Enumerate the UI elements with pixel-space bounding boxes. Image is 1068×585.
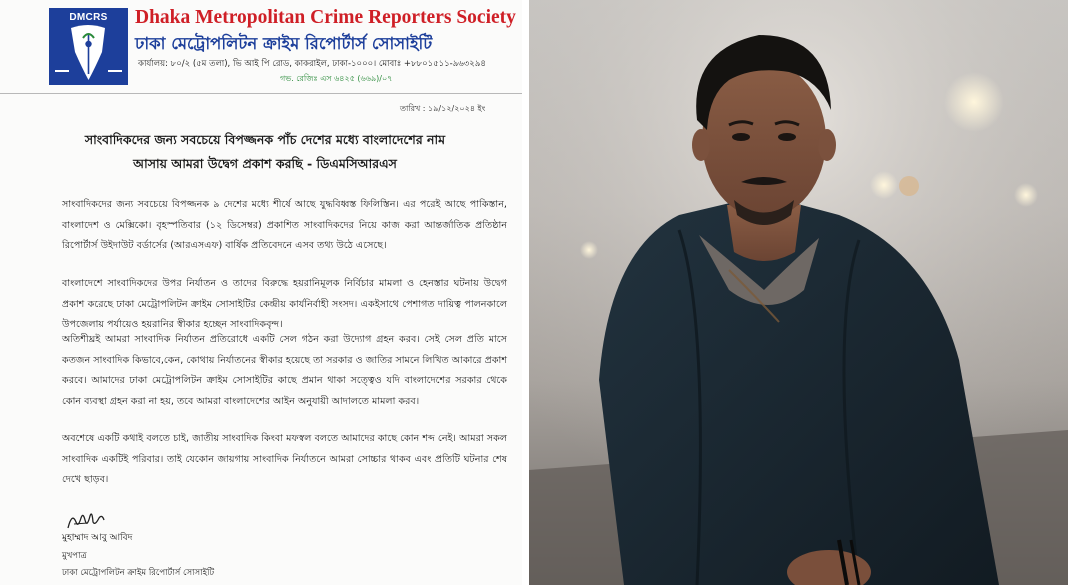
document-date: তারিখ : ১৯/১২/২০২৪ ইং bbox=[400, 104, 486, 113]
press-release-document bbox=[0, 0, 522, 585]
signatory-name: মুহাম্মাদ আবু আবিদ bbox=[62, 533, 133, 543]
body-paragraph-4: অবশেষে একটি কথাই বলতে চাই, জাতীয় সাংবাদিক কিংবা মফস্বল বলতে আমাদের কাছে কোন শব্দ নেই। আমরা সকল সাংবাদিক একটিই পরিবার। তাই যেকোন জায়গায় সাংবাদিক নির্যাতনে আমরা সোচ্চার থাকব এবং প্রতিটি ঘটনার শেষ দেখে ছাড়ব। bbox=[62, 433, 507, 485]
body-paragraph-3: অতিশীঘ্রই আমরা সাংবাদিক নির্যাতন প্রতিরোধে একটি সেল গঠন করা উদ্যোগ গ্রহন করব। সেই সেল প্রতি মাসে কতজন সাংবাদিক কিভাবে,কেন, কোথায় নির্যাতনের স্বীকার হয়েছে তা সরকার ও জাতির সামনে লিখিত আকারে প্রকাশ করবে। আমাদের ঢাকা মেট্রোপলিটন ক্রাইম সোসাইটির কাছে প্রমান থাকা সত্ত্বেও যদি বাংলাদেশের সরকার থেকে কোন ব্যবস্থা গ্রহন করা না হয়, তবে আমরা বাংলাদেশের আইন অনুযায়ী আদালতে মামলা করব। bbox=[62, 334, 507, 407]
signatory-title: মুখপাত্র bbox=[62, 551, 87, 561]
office-address: কার্যালয়: ৮০/২ (৫ম তলা), ভি আই পি রোড, কাকরাইল, ঢাকা-১০০০। মোবাঃ +৮৮০১৫১১-৯৬৩২৯৪ bbox=[138, 59, 486, 69]
heading-line-1: সাংবাদিকদের জন্য সবচেয়ে বিপজ্জনক পাঁচ দেশের মধ্যে বাংলাদেশের নাম bbox=[84, 132, 446, 147]
organization-name-english: Dhaka Metropolitan Crime Reporters Society bbox=[135, 7, 516, 28]
logo-text: DMCRS bbox=[69, 12, 108, 23]
press-release-heading bbox=[40, 128, 490, 176]
signatory-organization: ঢাকা মেট্রোপলিটন ক্রাইম রিপোর্টার্স সোসাইটি bbox=[62, 568, 215, 578]
pen-nib-icon bbox=[49, 8, 128, 85]
dmcrs-logo bbox=[49, 8, 128, 85]
portrait-photo bbox=[529, 0, 1068, 585]
organization-name-bangla: ঢাকা মেট্রোপলিটন ক্রাইম রিপোর্টার্স সোসাইটি bbox=[135, 34, 433, 53]
body-paragraph-1: সাংবাদিকদের জন্য সবচেয়ে বিপজ্জনক ৯ দেশের মধ্যে শীর্ষে আছে যুদ্ধবিধ্বস্ত ফিলিস্তিন। এর পরেই আছে পাকিস্তান, বাংলাদেশ ও মেক্সিকো। বৃহস্পতিবার (১২ ডিসেম্বর) প্রকাশিত সাংবাদিকদের নিয়ে কাজ করা আন্তর্জাতিক প্রতিষ্ঠান রিপোর্টার্স উইদাউট বর্ডার্সের (আরএসএফ) বার্ষিক প্রতিবেদনে এসব তথ্য উঠে এসেছে। bbox=[62, 199, 507, 251]
handwritten-signature bbox=[66, 508, 106, 532]
registration-number: গভ. রেজিঃ এস ৬৪২৫ (৬৬৯)/০৭ bbox=[280, 74, 393, 83]
body-paragraph-2: বাংলাদেশে সাংবাদিকদের উপর নির্যাতন ও তাদের বিরুদ্ধে হয়রানিমূলক নির্বিচার মামলা ও হেনস্তার ঘটনায় উদ্বেগ প্রকাশ করেছে ঢাকা মেট্রোপলিটন ক্রাইম সোসাইটির কেন্দ্রীয় কার্যনির্বাহী সংসদ। একইসাথে পেশাগত দায়িত্ব পালনকালে উপজেলায় পর্যায়েও হয়রানির স্বীকার হচ্ছেন সাংবাদিকবৃন্দ। bbox=[62, 278, 507, 330]
letterhead-divider bbox=[0, 93, 522, 94]
heading-line-2: আসায় আমরা উদ্বেগ প্রকাশ করছি - ডিএমসিআরএস bbox=[133, 156, 397, 171]
